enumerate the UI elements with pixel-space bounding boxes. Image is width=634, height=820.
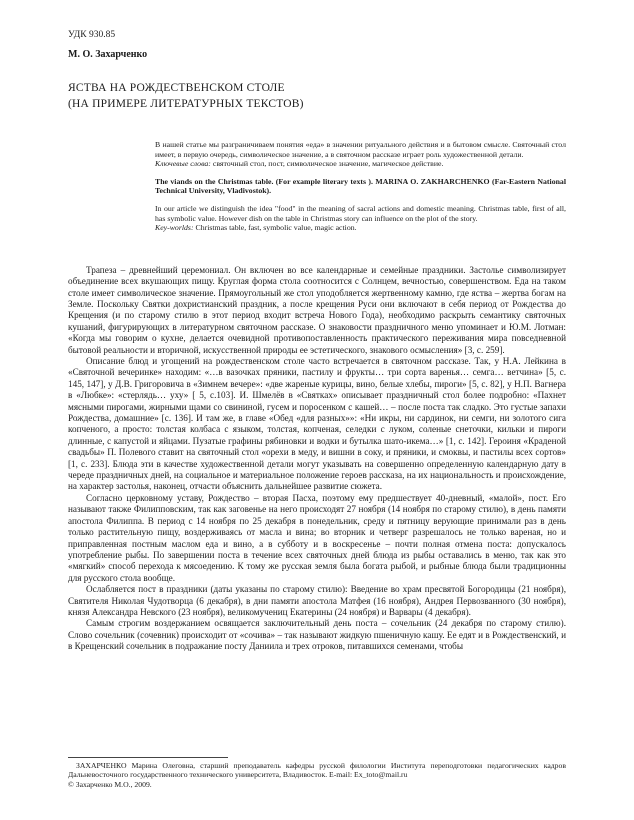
keywords-en-list: Christmas table, fast, symbolic value, magic action.: [193, 223, 357, 233]
abstract-block: [155, 140, 566, 233]
article-title-line2: (НА ПРИМЕРЕ ЛИТЕРАТУРНЫХ ТЕКСТОВ): [68, 98, 304, 110]
udc-code: УДК 930.85: [68, 30, 116, 40]
abstract-en-text: In our article we distinguish the idea "food" in the meaning of sacral actions and domestic meaning. Christmas table, first of all, has symbolic value. However dish on the table in Christmas story can influence on the plot of the story.: [155, 203, 566, 223]
abstract-en-heading: The viands on the Christmas table. (For example literary texts ). MARINA O. ZAKHARCHENKO (Far-Eastern National Technical University, Vladivostok).: [155, 176, 566, 196]
body-paragraph-1: Трапеза – древнейший церемониал. Он включен во все календарные и семейные праздники. Застолье символизирует объединение всех вкушающих пищу. Круглая форма стола соотносится с Солнцем, вечностью, совершенством. Еда на таком столе имеет символическое значение. Прямоугольный же стол уподобляется жертвенному камню, где яства – жертва богам на Земле. Поскольку Святки дохристианский праздник, а после крещения Руси они включают в себя период от Рождества до Крещения (и по старому стилю в этот период входит встреча Нового Года), необходимо раскрыть семантику святочных кушаний, фигурирующих в литературном святочном рассказе. О знаковости праздничного меню упоминает и Ю.М. Лотман: «Когда мы говорим о кухне, делается очевидной противопоставленность практического переживания мира повседневной бытовой реальности и вторичной, искусственной природы ее эстетического, знакового осмысления» [3, с. 259].: [68, 264, 566, 355]
keywords-ru-label: Ключевые слова:: [155, 159, 211, 169]
body-paragraph-5: Самым строгим воздержанием освящается заключительный день поста – сочельник (24 декабря по старому стилю). Слово сочельник (сочевник) происходит от «сочива» – так называют жидкую пшеничную кашу. Ее едят и в Рождественский, и в Крещенский сочельник в подражание посту Даниила и трех отроков, питавшихся семенами, чтобы: [68, 618, 566, 652]
abstract-ru-keywords: [155, 159, 566, 169]
body-paragraph-2: Описание блюд и угощений на рождественском столе часто встречается в святочном рассказе. Так, у Н.А. Лейкина в «Святочной вечеринке» находим: «…в вазочках пряники, пастилу и фрукты… три сорта варенья… семга… ветчина» [5, с. 145, 147], у Д.В. Григоровича в «Зимнем вечере»: «две жареные курицы, вино, белые хлебы, пироги» [5, с. 82], у Н.П. Вагнера в «Любке»: «стерлядь… уху» [ 5, с.103]. И. Шмелёв в «Святках» описывает праздничный стол более подробно: «Пахнет мясными пирогами, жирными щами со свининой, гусем и поросенком с кашей… – после поста так сладко. Это густые запахи Рождества, домашние» [с. 136]. И там же, в главе «Обед «для разных»»: «Ни икры, ни сардинок, ни семги, ни золотого сига копченого, а просто: толстая колбаса с языком, толстая, копченая, селедки с луком, соленые снеточки, кильки и пироги длинные, с капустой и яйцами. Пузатые графины рябиновки и водки и бутылка шато-икема…» [1, с. 142]. Героиня «Краденой свадьбы» П. Полевого ставит на святочный стол «орехи в меду, и вишни в соку, и пряники, и смоквы, и пастилы всех сортов» [1, с. 233]. Блюда эти в качестве художественной детали могут указывать на совершенно определенную календарную дату в череде праздничных дней, на социальное и материальное положение героев рассказа, на их национальность и происхождение, на характер застолья, наконец, отчасти объяснить дальнейшее развитие сюжета.: [68, 356, 566, 492]
abstract-ru-text: В нашей статье мы разграничиваем понятия «еда» в значении ритуального действия и в бытовом смысле. Святочный стол имеет, в первую очередь, символическое значение, а в святочном рассказе играет роль художественной детали.: [155, 140, 566, 159]
body-paragraph-3: Согласно церковному уставу, Рождество – вторая Пасха, поэтому ему предшествует 40-дневный, «малой», пост. Его называют также Филипповским, так как заговенье на него происходят 27 ноября (14 ноября по старому стилю), в день памяти апостола Филиппа. В период с 14 ноября по 25 декабря в понедельник, среду и пятницу верующие принимали раз в день только растительную пищу, воздерживаясь от масла и вина; во вторник и четверг разрешалось не только вареная, но и приправленная постным маслом еда и вино, а в субботу и в воскресенье – почти полная отмена поста: допускалось употребление рыбы. По завершении поста в течение всех святочных дней блюда из рыбы оставались в меню, так как это «мягкий» способ перехода к мясоедению. К тому же русская земля была богата рыбой, и рыбные блюда были традиционны для русского стола вообще.: [68, 492, 566, 583]
article-body: [68, 265, 566, 653]
abstract-en-keywords: [155, 223, 566, 233]
footnote-affiliation: ЗАХАРЧЕНКО Марина Олеговна, старший преподаватель кафедры русской филологии Института переподготовки педагогических кадров Дальневосточного государственного технического университета, Владивосток. E-mail: Ex_toto@mail.ru: [68, 761, 566, 780]
article-page: [68, 30, 566, 653]
keywords-en-label: Key-worlds:: [155, 223, 194, 233]
keywords-ru-list: святочный стол, пост, символическое значение, магическое действие.: [210, 159, 444, 169]
footnote-block: [68, 757, 566, 789]
author-name: М. О. Захарченко: [68, 49, 148, 60]
article-title-line1: ЯСТВА НА РОЖДЕСТВЕНСКОМ СТОЛЕ: [68, 82, 285, 94]
article-title: [68, 80, 566, 112]
footnote-divider: [68, 757, 228, 758]
body-paragraph-4: Ослабляется пост в праздники (даты указаны по старому стилю): Введение во храм пресвятой Богородицы (21 ноября), Святителя Николая Чудотворца (6 декабря), в дни памяти апостола Матфея (16 ноября), Андрея Первозванного (30 ноября), князя Александра Невского (23 ноября), великомучениц Екатерины (24 ноября) и Варвары (4 декабря).: [68, 584, 566, 617]
footnote-copyright: © Захарченко М.О., 2009.: [68, 779, 152, 789]
